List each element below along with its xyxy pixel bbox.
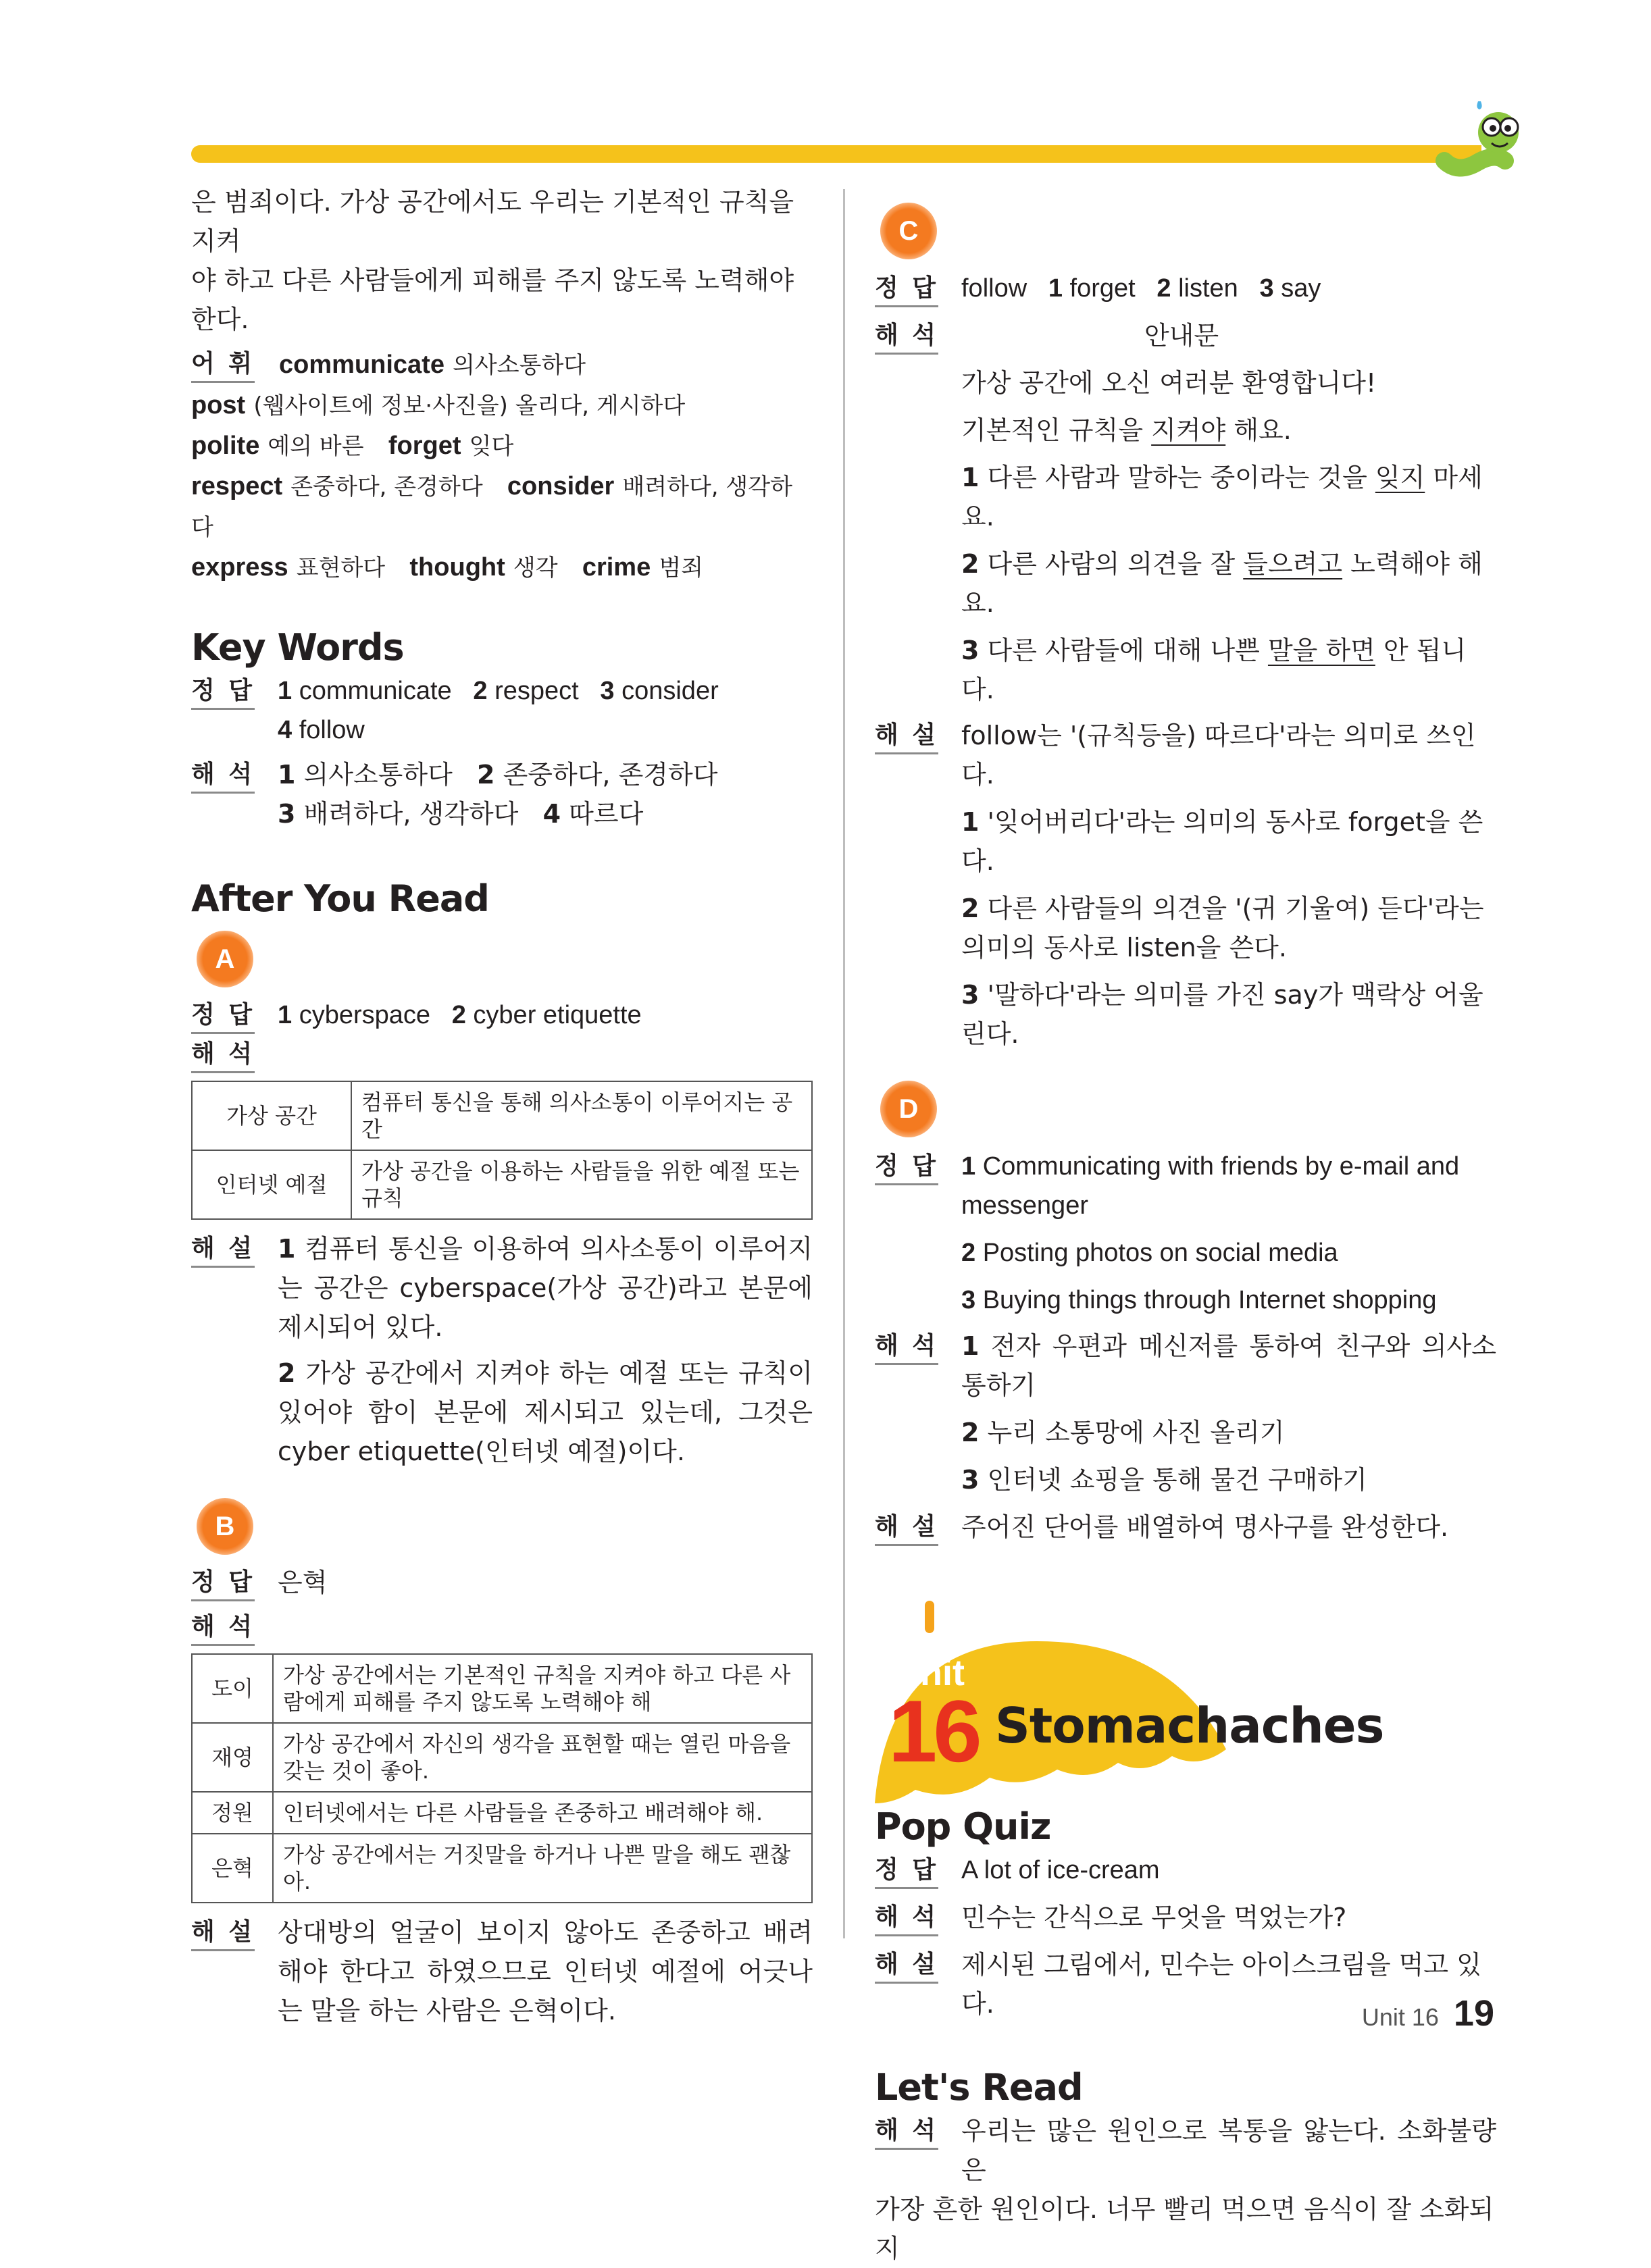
section-badge-a: A xyxy=(197,931,253,987)
table-row xyxy=(192,1723,812,1792)
answer-text: cyberspace xyxy=(299,1001,431,1029)
vocab-meaning: 예의 바른 xyxy=(268,433,364,460)
underlined-word: 지켜야 xyxy=(1151,415,1226,445)
answer-text: consider xyxy=(621,677,719,705)
notice-text: 마세요. xyxy=(961,463,1483,532)
item-number: 2 xyxy=(278,1358,296,1388)
item-number: 1 xyxy=(278,760,296,790)
vocab-meaning: (웹사이트에 정보·사진을) 올리다, 게시하다 xyxy=(253,392,686,419)
notice-line: 가상 공간에 오신 여러분 환영합니다! xyxy=(961,368,1377,398)
translation-label: 해 석 xyxy=(875,2114,938,2150)
notice-text: 다른 사람들에 대해 나쁜 xyxy=(987,636,1268,665)
lets-read-section xyxy=(875,2064,1496,2268)
speaker-line: 가상 공간에서 자신의 생각을 표현할 때는 열린 마음을 갖는 것이 좋아. xyxy=(273,1723,812,1792)
item-number: 3 xyxy=(278,799,296,829)
vocab-meaning: 배려하다, 생각하다 xyxy=(191,473,792,541)
notice-text: 기본적인 규칙을 xyxy=(961,415,1152,445)
answer-text: communicate xyxy=(299,677,452,705)
table-row xyxy=(192,1081,812,1150)
answer-text: forget xyxy=(1069,274,1136,303)
answer-text: Posting photos on social media xyxy=(982,1239,1338,1267)
explanation-text: 주어진 단어를 배열하여 명사구를 완성한다. xyxy=(961,1512,1449,1542)
unit-word: Unit xyxy=(894,1653,965,1693)
right-column xyxy=(875,203,1496,2268)
answer-text: 은혁 xyxy=(278,1568,328,1597)
underlined-word: 잊지 xyxy=(1375,463,1425,492)
notice-text: 안 됩니다. xyxy=(961,636,1467,704)
item-number: 3 xyxy=(600,677,615,705)
intro-line: 야 하고 다른 사람들에게 피해를 주지 않도록 노력해야 한다. xyxy=(191,265,794,334)
table-row xyxy=(192,1150,812,1219)
item-number: 2 xyxy=(473,677,488,705)
vocab-meaning: 존중하다, 존경하다 xyxy=(290,473,483,500)
explanation-text: 가상 공간에서 지켜야 하는 예절 또는 규칙이 있어야 함이 본문에 제시되고 있는데, 그것은 cyber etiquette(인터넷 예절)이다. xyxy=(278,1358,813,1466)
answer-label: 정 답 xyxy=(875,272,938,307)
notice-text: 다른 사람과 말하는 중이라는 것을 xyxy=(987,463,1375,492)
unit-title: Stomachaches xyxy=(995,1697,1384,1754)
vocab-label: 어 휘 xyxy=(191,347,255,383)
vocab-meaning: 잊다 xyxy=(469,433,514,460)
explanation-text: 제시된 그림에서, 민수는 아이스크림을 먹고 있다. xyxy=(961,1950,1481,2019)
vocab-word: forget xyxy=(388,432,461,460)
explanation-text: '말하다'라는 의미를 가진 say가 맥락상 어울린다. xyxy=(961,980,1483,1049)
speaker-name: 재영 xyxy=(192,1723,273,1792)
answer-text: listen xyxy=(1178,274,1238,303)
section-heading: Key Words xyxy=(191,626,404,669)
item-number: 1 xyxy=(278,677,293,705)
notice-title: 안내문 xyxy=(1144,321,1219,351)
item-number: 3 xyxy=(961,1286,976,1314)
section-heading: Pop Quiz xyxy=(875,1805,1051,1848)
column-divider xyxy=(843,189,845,1938)
translation-text: 인터넷 쇼핑을 통해 물건 구매하기 xyxy=(987,1465,1367,1495)
translation-text: 존중하다, 존경하다 xyxy=(503,760,718,790)
item-number: 1 xyxy=(278,1234,296,1264)
item-number: 2 xyxy=(961,1239,976,1267)
table-row xyxy=(192,1834,812,1903)
item-number: 1 xyxy=(961,463,980,492)
vocab-meaning: 의사소통하다 xyxy=(453,352,586,379)
footer-unit-label: Unit 16 xyxy=(1361,2003,1439,2031)
caterpillar-mascot-icon xyxy=(1431,86,1525,181)
translation-text: 누리 소통망에 사진 올리기 xyxy=(987,1418,1285,1447)
vocab-word: express xyxy=(191,553,288,582)
explanation-text: 다른 사람들의 의견을 '(귀 기울여) 듣다'라는 의미의 동사로 listen을 쓴다. xyxy=(961,894,1484,962)
left-column xyxy=(191,182,813,2030)
table-value: 가상 공간을 이용하는 사람들을 위한 예절 또는 규칙 xyxy=(351,1150,812,1219)
page-footer xyxy=(1362,1992,1494,2034)
translation-text: 우리는 많은 원인으로 복통을 앓는다. 소화불량은 xyxy=(961,2116,1496,2185)
unit-number: 16 xyxy=(888,1682,978,1780)
answer-text: Buying things through Internet shopping xyxy=(982,1286,1437,1314)
section-badge-d: D xyxy=(880,1081,937,1137)
explanation-text: 컴퓨터 통신을 이용하여 의사소통이 이루어지는 공간은 cyberspace(가상 공간)라고 본문에 제시되어 있다. xyxy=(278,1234,813,1342)
answer-text: follow xyxy=(961,274,1027,303)
answer-text: follow xyxy=(299,716,365,744)
top-accent-bar xyxy=(191,145,1481,163)
underlined-word: 말을 하면 xyxy=(1267,636,1375,665)
explanation-label: 해 설 xyxy=(875,719,938,754)
item-number: 2 xyxy=(961,894,980,923)
vocab-meaning: 생각 xyxy=(513,555,558,582)
explanation-label: 해 설 xyxy=(191,1915,255,1951)
translation-label: 해 석 xyxy=(191,758,255,794)
item-number: 1 xyxy=(278,1001,293,1029)
table-key: 가상 공간 xyxy=(192,1081,351,1150)
explanation-label: 해 설 xyxy=(875,1510,938,1546)
answer-label: 정 답 xyxy=(875,1150,938,1185)
pop-quiz-section xyxy=(875,1803,1496,2024)
translation-label: 해 석 xyxy=(875,1329,938,1365)
item-number: 1 xyxy=(961,807,980,837)
speaker-line: 가상 공간에서는 기본적인 규칙을 지켜야 하고 다른 사람에게 피해를 주지 않도록 노력해야 해 xyxy=(273,1654,812,1723)
answer-label: 정 답 xyxy=(191,674,255,710)
speaker-line: 가상 공간에서는 거짓말을 하거나 나쁜 말을 해도 괜찮아. xyxy=(273,1834,812,1903)
item-number: 4 xyxy=(278,716,293,744)
item-number: 1 xyxy=(961,1331,980,1361)
vocab-block xyxy=(191,344,813,588)
intro-line: 은 범죄이다. 가상 공간에서도 우리는 기본적인 규칙을 지켜 xyxy=(191,187,794,256)
answer-text: cyber etiquette xyxy=(473,1001,642,1029)
translation-text: 전자 우편과 메신저를 통하여 친구와 의사소통하기 xyxy=(961,1331,1496,1400)
speaker-name: 도이 xyxy=(192,1654,273,1723)
item-number: 2 xyxy=(451,1001,466,1029)
notice-text: 노력해야 해요. xyxy=(961,549,1483,618)
speaker-line: 인터넷에서는 다른 사람들을 존중하고 배려해야 해. xyxy=(273,1792,812,1834)
answer-label: 정 답 xyxy=(875,1853,938,1889)
vocab-word: respect xyxy=(191,472,283,500)
item-number: 3 xyxy=(961,1465,980,1495)
answer-text: A lot of ice-cream xyxy=(961,1856,1160,1884)
item-number: 2 xyxy=(961,549,980,579)
explanation-text: 상대방의 얼굴이 보이지 않아도 존중하고 배려해야 한다고 하였으므로 인터넷 예절에 어긋나는 말을 하는 사람은 은혁이다. xyxy=(278,1917,813,2026)
vocab-meaning: 표현하다 xyxy=(296,555,386,582)
translation-text: 따르다 xyxy=(569,799,644,829)
translation-label: 해 석 xyxy=(191,1610,255,1646)
translation-label: 해 석 xyxy=(191,1037,255,1073)
vocab-word: consider xyxy=(507,472,615,500)
vocab-word: crime xyxy=(582,553,651,582)
translation-text: 가장 흔한 원인이다. 너무 빨리 먹으면 음식이 잘 소화되지 xyxy=(875,2194,1494,2263)
section-badge-b: B xyxy=(197,1498,253,1555)
answer-text: Communicating with friends by e-mail and messenger xyxy=(961,1152,1460,1220)
item-number: 3 xyxy=(961,636,980,665)
item-number: 2 xyxy=(477,760,495,790)
answer-text: respect xyxy=(494,677,579,705)
item-number: 3 xyxy=(961,980,980,1010)
item-number: 1 xyxy=(1048,274,1063,303)
vocab-word: polite xyxy=(191,432,260,460)
page-number: 19 xyxy=(1453,1993,1494,2034)
speaker-name: 은혁 xyxy=(192,1834,273,1903)
section-badge-c: C xyxy=(880,203,937,259)
section-heading: Let's Read xyxy=(875,2066,1083,2109)
item-number: 3 xyxy=(1259,274,1274,303)
explanation-text: '잊어버리다'라는 의미의 동사로 forget을 쓴다. xyxy=(961,807,1483,876)
translation-text: 배려하다, 생각하다 xyxy=(303,799,519,829)
item-number: 1 xyxy=(961,1152,976,1181)
translation-label: 해 석 xyxy=(875,319,938,355)
translation-text: 의사소통하다 xyxy=(303,760,453,790)
translation-table xyxy=(191,1081,813,1220)
vocab-word: post xyxy=(191,391,246,419)
item-number: 2 xyxy=(961,1418,980,1447)
dialogue-table xyxy=(191,1653,813,1903)
explanation-label: 해 설 xyxy=(191,1232,255,1268)
answer-label: 정 답 xyxy=(191,998,255,1034)
vocab-word: communicate xyxy=(279,351,444,379)
explanation-label: 해 설 xyxy=(875,1948,938,1984)
key-words-section xyxy=(191,624,813,833)
translation-text: 민수는 간식으로 무엇을 먹었는가? xyxy=(961,1903,1347,1932)
explanation-text: follow는 '(규칙등을) 따르다'라는 의미로 쓰인다. xyxy=(961,721,1476,790)
translation-label: 해 석 xyxy=(875,1901,938,1936)
section-heading: After You Read xyxy=(191,877,489,920)
vocab-word: thought xyxy=(409,553,505,582)
vocab-meaning: 범죄 xyxy=(659,555,704,582)
unit-header xyxy=(875,1601,1496,1810)
notice-text: 해요. xyxy=(1225,415,1292,445)
answer-text: say xyxy=(1281,274,1321,303)
item-number: 2 xyxy=(1157,274,1171,303)
underlined-word: 들으려고 xyxy=(1243,549,1343,579)
table-row xyxy=(192,1792,812,1834)
table-row xyxy=(192,1654,812,1723)
notice-text: 다른 사람의 의견을 잘 xyxy=(987,549,1244,579)
answer-label: 정 답 xyxy=(191,1566,255,1601)
speaker-name: 정원 xyxy=(192,1792,273,1834)
table-value: 컴퓨터 통신을 통해 의사소통이 이루어지는 공간 xyxy=(351,1081,812,1150)
after-you-read-section xyxy=(191,875,813,2030)
item-number: 4 xyxy=(542,799,561,829)
table-key: 인터넷 예절 xyxy=(192,1150,351,1219)
